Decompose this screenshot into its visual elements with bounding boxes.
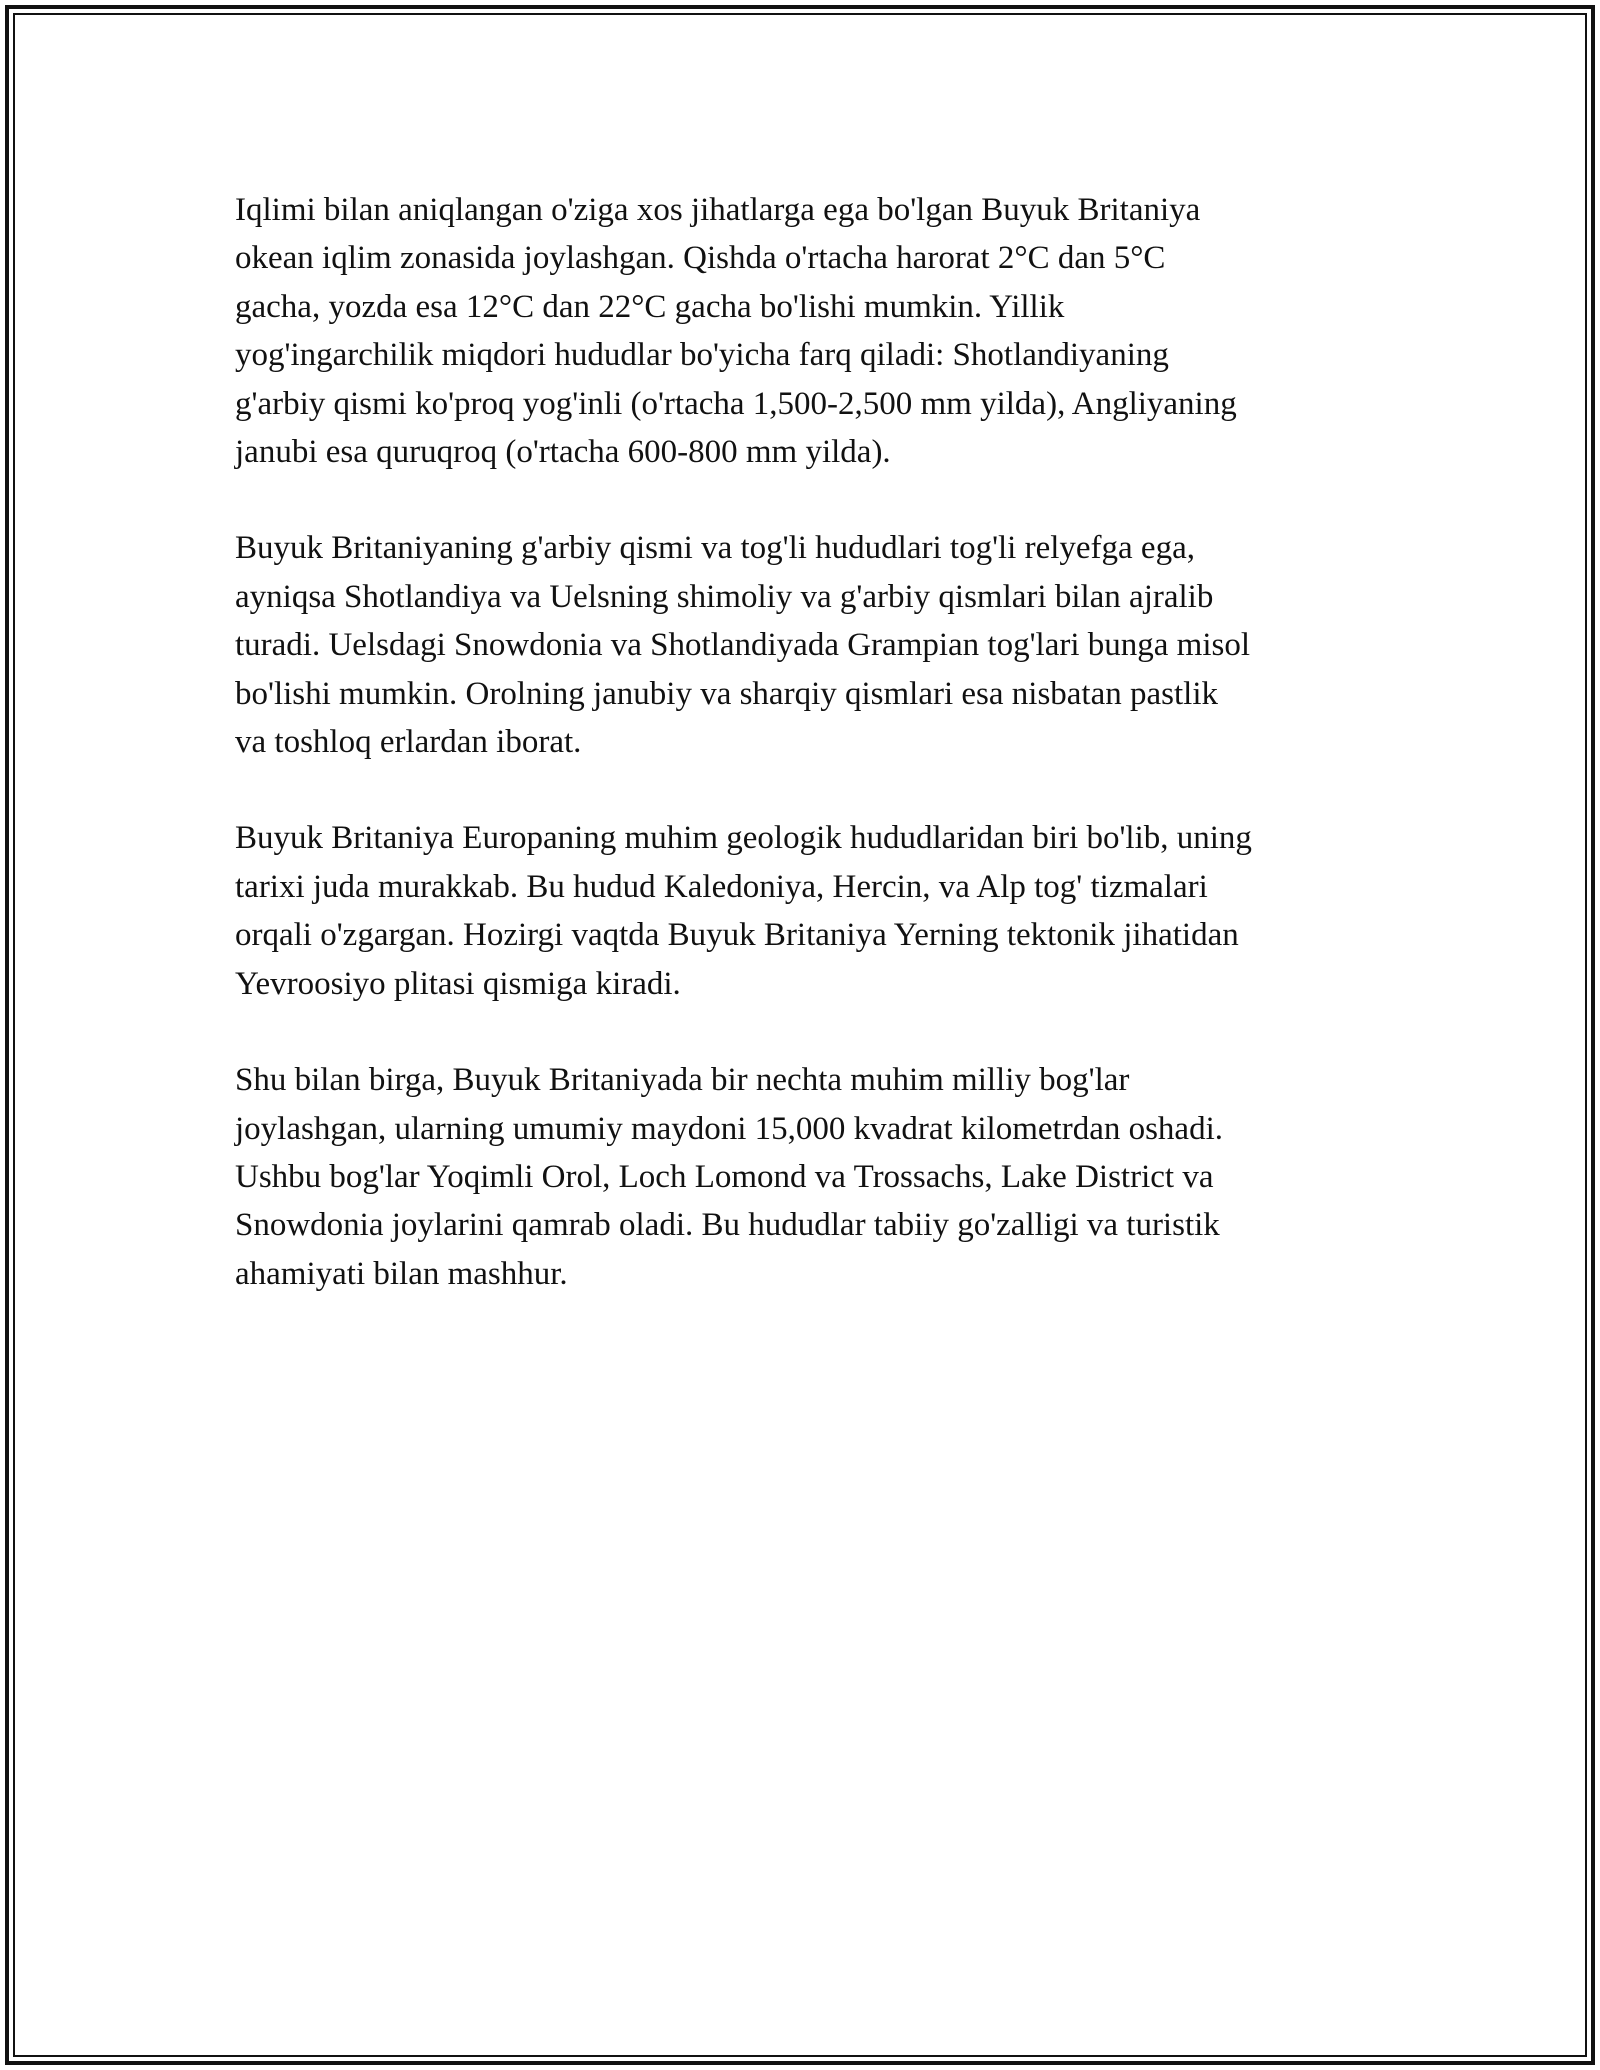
text-line: janubi esa quruqroq (o'rtacha 600-800 mm yilda). bbox=[235, 434, 891, 471]
text-line: Shu bilan birga, Buyuk Britaniyada bir nechta muhim milliy bog'lar bbox=[235, 1062, 1130, 1099]
text-line: Iqlimi bilan aniqlangan o'ziga xos jihatlarga ega bo'lgan Buyuk Britaniya bbox=[235, 192, 1201, 228]
paragraph-climate bbox=[235, 186, 1375, 476]
text-line: turadi. Uelsdagi Snowdonia va Shotlandiyada Grampian tog'lari bunga misol bbox=[235, 627, 1251, 664]
text-line: bo'lishi mumkin. Orolning janubiy va sharqiy qismlari esa nisbatan pastlik bbox=[235, 675, 1218, 712]
paragraph-relief bbox=[235, 524, 1375, 766]
text-line: okean iqlim zonasida joylashgan. Qishda o'rtacha harorat 2°C dan 5°C bbox=[235, 240, 1166, 277]
text-line: tarixi juda murakkab. Bu hudud Kaledoniya, Hercin, va Alp tog' tizmalari bbox=[235, 868, 1208, 905]
text-line: ahamiyati bilan mashhur. bbox=[235, 1255, 568, 1292]
text-line: ayniqsa Shotlandiya va Uelsning shimoliy va g'arbiy qismlari bilan ajralib bbox=[235, 578, 1214, 615]
text-line: Snowdonia joylarini qamrab oladi. Bu hududlar tabiiy go'zalligi va turistik bbox=[235, 1207, 1220, 1244]
paragraph-national-parks bbox=[235, 1056, 1375, 1298]
text-line: g'arbiy qismi ko'proq yog'inli (o'rtacha 1,500-2,500 mm yilda), Angliyaning bbox=[235, 385, 1237, 422]
text-line: va toshloq erlardan iborat. bbox=[235, 724, 582, 761]
paragraph-geology bbox=[235, 814, 1375, 1008]
text-line: Ushbu bog'lar Yoqimli Orol, Loch Lomond va Trossachs, Lake District va bbox=[235, 1158, 1214, 1195]
text-line: orqali o'zgargan. Hozirgi vaqtda Buyuk Britaniya Yerning tektonik jihatidan bbox=[235, 917, 1239, 954]
text-line: joylashgan, ularning umumiy maydoni 15,000 kvadrat kilometrdan oshadi. bbox=[235, 1110, 1224, 1147]
text-line: Buyuk Britaniyaning g'arbiy qismi va tog'li hududlari tog'li relyefga ega, bbox=[235, 530, 1195, 567]
document-body bbox=[235, 186, 1375, 1346]
text-line: yog'ingarchilik miqdori hududlar bo'yicha farq qiladi: Shotlandiyaning bbox=[235, 337, 1169, 374]
text-line: Buyuk Britaniya Europaning muhim geologik hududlaridan biri bo'lib, uning bbox=[235, 820, 1252, 857]
text-line: Yevroosiyo plitasi qismiga kiradi. bbox=[235, 965, 681, 1002]
text-line: gacha, yozda esa 12°C dan 22°C gacha bo'lishi mumkin. Yillik bbox=[235, 288, 1065, 325]
